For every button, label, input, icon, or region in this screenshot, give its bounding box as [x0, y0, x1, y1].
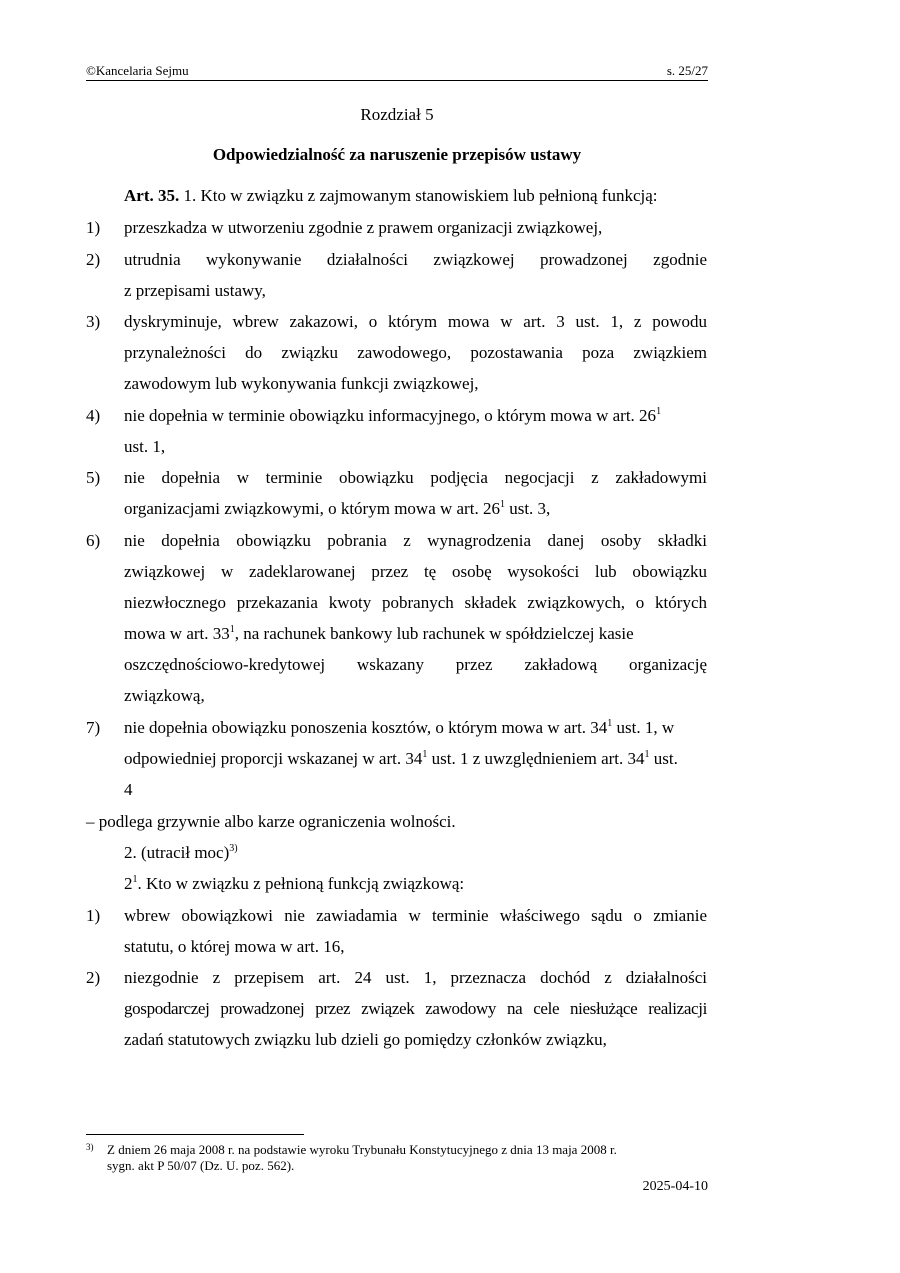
item-number: 7): [86, 718, 101, 737]
list-item-cont: niezwłocznego przekazania kwoty pobranych składek związkowych, o których: [124, 593, 707, 612]
item-number: 1): [86, 906, 101, 925]
list-item-cont: związkową,: [124, 686, 205, 705]
list-item-cont: organizacjami związkowymi, o którym mowa w art. $26^1$ ust. 3,: [124, 499, 551, 518]
footnote-text-cont: sygn. akt P 50/07 (Dz. U. poz. 562).: [107, 1158, 295, 1173]
item-number: 6): [86, 531, 101, 550]
chapter-title: Odpowiedzialność za naruszenie przepisów ustawy: [212, 145, 582, 164]
list-item-cont: ust. 1,: [124, 437, 166, 456]
header-publisher: ©Kancelaria Sejmu: [86, 63, 189, 78]
paragraph-2-1: $2^1$. Kto w związku z pełnioną funkcją związkową:: [124, 874, 465, 893]
list-item: nie dopełnia w terminie obowiązku podjęcia negocjacji z zakładowymi: [124, 468, 707, 487]
list-item: przeszkadza w utworzeniu zgodnie z prawem organizacji związkowej,: [124, 218, 603, 237]
footnote-separator: [86, 1134, 304, 1135]
list-item-cont: odpowiedniej proporcji wskazanej w art. $34^1$ ust. 1 z uwzględnieniem art. $34^1$ ust.: [124, 749, 678, 768]
footnote-mark: 3): [86, 1142, 94, 1152]
list-item: niezgodnie z przepisem art. 24 ust. 1, przeznacza dochód z działalności: [124, 968, 707, 987]
list-item-cont: mowa w art. $33^1$, na rachunek bankowy lub rachunek w spółdzielczej kasie: [124, 624, 634, 643]
item-number: 1): [86, 218, 101, 237]
list-item: nie dopełnia w terminie obowiązku informacyjnego, o którym mowa w art. $26^1$: [124, 406, 662, 425]
paragraph-2: 2. (utracił moc)$^{3)}$: [124, 843, 238, 862]
item-number: 2): [86, 968, 101, 987]
item-number: 2): [86, 250, 101, 269]
document-date: 2025-04-10: [642, 1179, 708, 1194]
list-item: nie dopełnia obowiązku pobrania z wynagrodzenia danej osoby składki: [124, 531, 707, 550]
list-item-cont: związkowej w zadeklarowanej przez tę osobę wysokości lub obowiązku: [124, 562, 707, 581]
list-item-cont: zadań statutowych związku lub dzieli go pomiędzy członków związku,: [124, 1030, 607, 1049]
footnote-text: Z dniem 26 maja 2008 r. na podstawie wyroku Trybunału Konstytucyjnego z dnia 13 maja 2008 r.: [107, 1142, 617, 1157]
list-item-cont: 4: [124, 780, 133, 799]
item-number: 5): [86, 468, 101, 487]
item-number: 3): [86, 312, 101, 331]
list-item: utrudnia wykonywanie działalności związkowej prowadzonej zgodnie: [124, 250, 707, 269]
footnote-ref[interactable]: 3): [229, 843, 238, 854]
item-number: 4): [86, 406, 101, 425]
list-item-cont: przynależności do związku zawodowego, pozostawania poza związkiem: [124, 343, 707, 362]
list-item: wbrew obowiązkowi nie zawiadamia w terminie właściwego sądu o zmianie: [124, 906, 707, 925]
list-item-cont: zawodowym lub wykonywania funkcji związkowej,: [124, 374, 479, 393]
sanction-text: – podlega grzywnie albo karze ograniczenia wolności.: [86, 812, 456, 831]
list-item-cont: gospodarczej prowadzonej przez związek zawodowy na cele niesłużące realizacji: [124, 999, 707, 1018]
list-item: dyskryminuje, wbrew zakazowi, o którym mowa w art. 3 ust. 1, z powodu: [124, 312, 707, 331]
list-item-cont: oszczędnościowo-kredytowej wskazany przez zakładową organizację: [124, 655, 707, 674]
page-header: [86, 62, 708, 81]
header-page-number: s. 25/27: [666, 63, 708, 78]
article-label: Art. 35.: [124, 186, 180, 205]
list-item: nie dopełnia obowiązku ponoszenia kosztów, o którym mowa w art. $34^1$ ust. 1, w: [124, 718, 675, 737]
chapter-label: Rozdział 5: [360, 105, 434, 124]
list-item-cont: statutu, o której mowa w art. 16,: [124, 937, 345, 956]
article-intro: Art. 35. 1. Kto w związku z zajmowanym stanowiskiem lub pełnioną funkcją:: [124, 186, 658, 205]
list-item-cont: z przepisami ustawy,: [124, 281, 266, 300]
